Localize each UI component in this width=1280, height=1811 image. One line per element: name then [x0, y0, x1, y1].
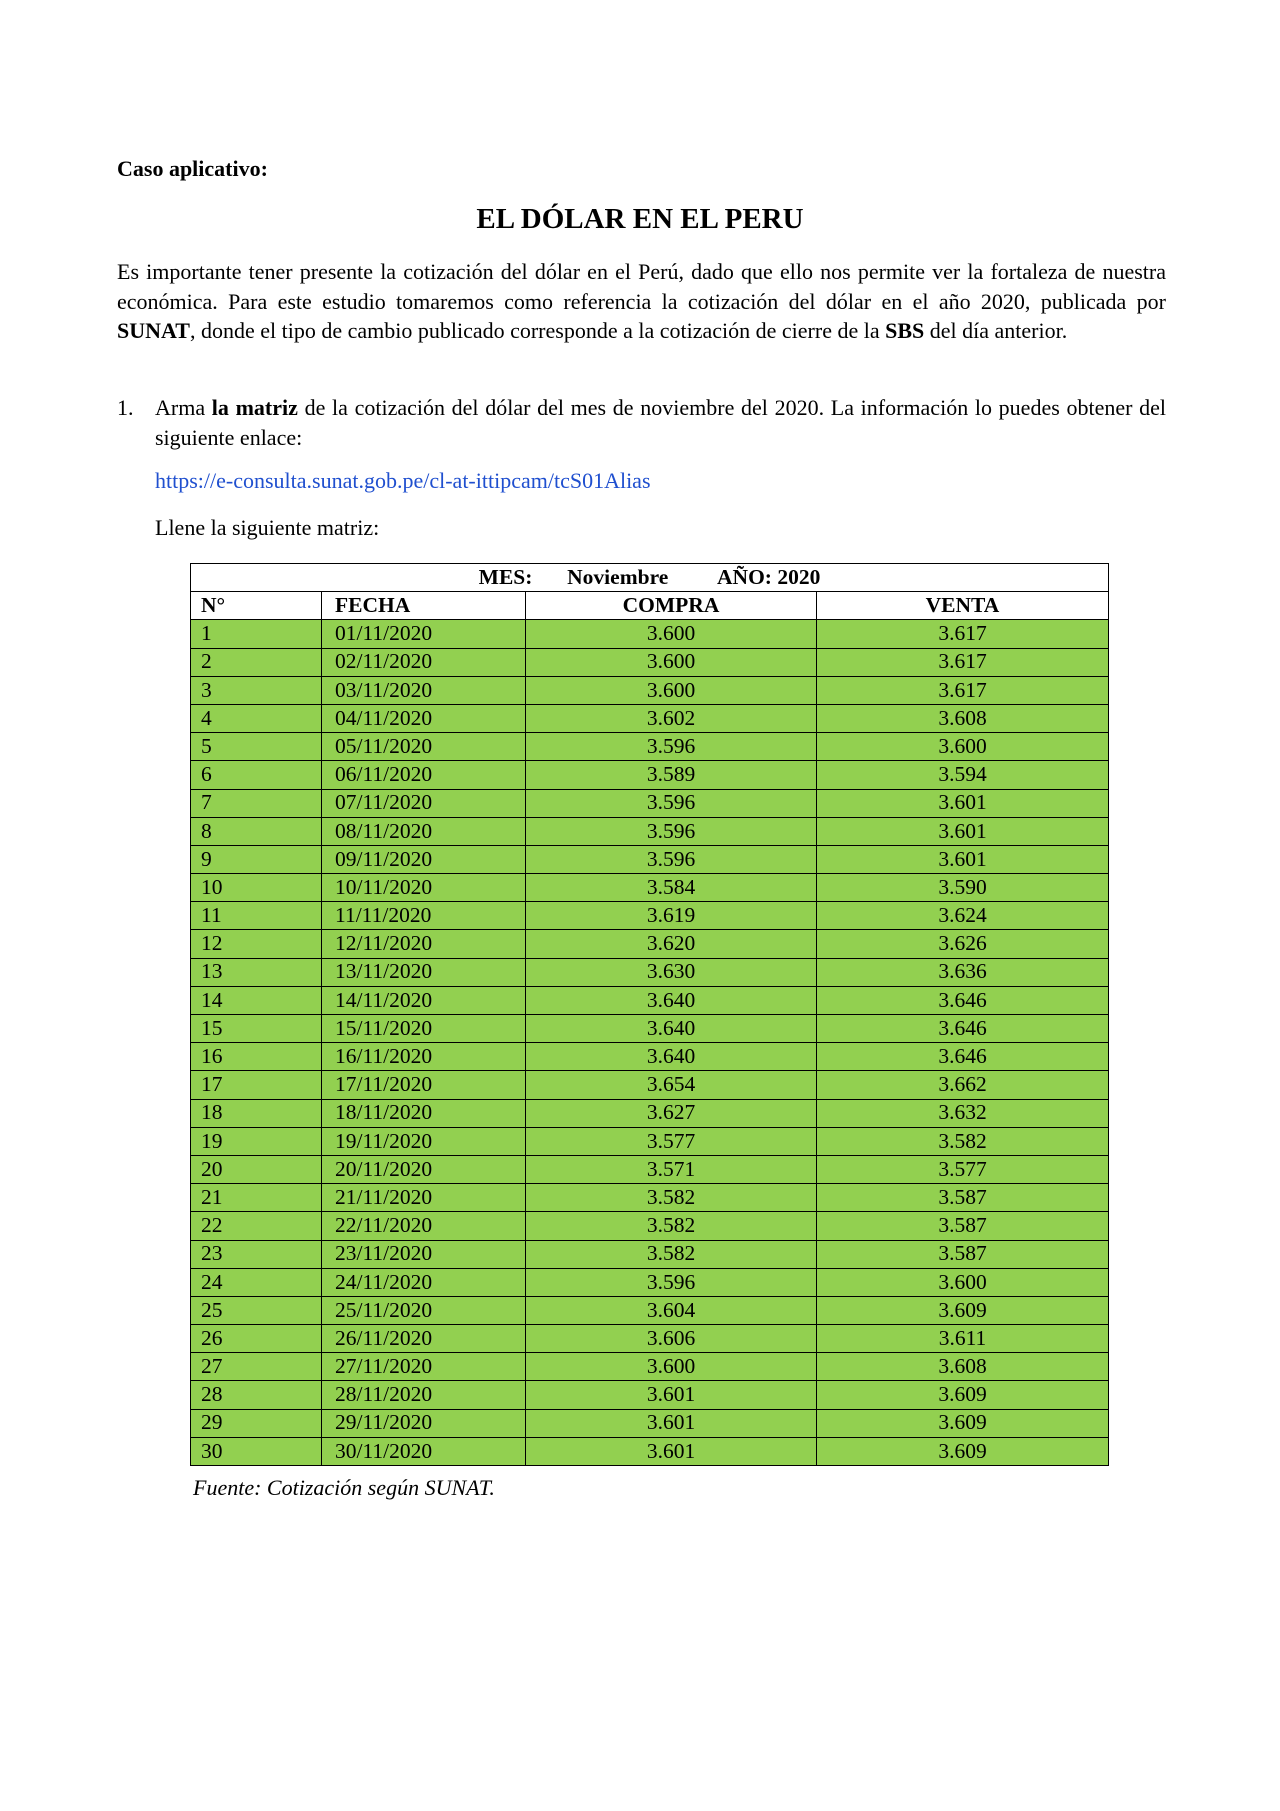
cell-number: 18 — [191, 1099, 322, 1127]
sunat-link[interactable]: https://e-consulta.sunat.gob.pe/cl-at-ittipcam/tcS01Alias — [155, 468, 651, 493]
table-row — [191, 817, 1109, 845]
cell-fecha: 25/11/2020 — [322, 1296, 526, 1324]
table-row — [191, 1184, 1109, 1212]
cell-fecha: 17/11/2020 — [322, 1071, 526, 1099]
cell-venta: 3.626 — [817, 930, 1109, 958]
table-row — [191, 1268, 1109, 1296]
cell-number: 17 — [191, 1071, 322, 1099]
cell-number: 8 — [191, 817, 322, 845]
cell-fecha: 16/11/2020 — [322, 1043, 526, 1071]
cell-fecha: 24/11/2020 — [322, 1268, 526, 1296]
cell-number: 27 — [191, 1353, 322, 1381]
table-title-row — [191, 564, 1109, 592]
list-number: 1. — [117, 395, 134, 420]
cell-compra: 3.602 — [526, 704, 817, 732]
cell-fecha: 03/11/2020 — [322, 676, 526, 704]
table-row — [191, 1155, 1109, 1183]
cell-compra: 3.601 — [526, 1437, 817, 1465]
cell-venta: 3.608 — [817, 1353, 1109, 1381]
cell-venta: 3.587 — [817, 1240, 1109, 1268]
cell-fecha: 06/11/2020 — [322, 761, 526, 789]
cell-compra: 3.589 — [526, 761, 817, 789]
cell-compra: 3.620 — [526, 930, 817, 958]
document-title: EL DÓLAR EN EL PERU — [476, 203, 804, 235]
cell-fecha: 12/11/2020 — [322, 930, 526, 958]
cell-compra: 3.584 — [526, 874, 817, 902]
table-row — [191, 1437, 1109, 1465]
text-run: de la cotización del dólar del mes de noviembre del 2020. La información lo puedes obtener del siguiente enlace: — [155, 395, 1166, 450]
table-row — [191, 1212, 1109, 1240]
cell-fecha: 21/11/2020 — [322, 1184, 526, 1212]
cell-fecha: 11/11/2020 — [322, 902, 526, 930]
cell-venta: 3.594 — [817, 761, 1109, 789]
cell-number: 25 — [191, 1296, 322, 1324]
cell-compra: 3.577 — [526, 1127, 817, 1155]
table-row — [191, 620, 1109, 648]
cell-compra: 3.654 — [526, 1071, 817, 1099]
cell-venta: 3.582 — [817, 1127, 1109, 1155]
table-row — [191, 1325, 1109, 1353]
table-title-cell — [191, 564, 1109, 592]
cell-number: 19 — [191, 1127, 322, 1155]
cell-fecha: 23/11/2020 — [322, 1240, 526, 1268]
table-row — [191, 845, 1109, 873]
case-heading: Caso aplicativo: — [117, 156, 268, 181]
cell-fecha: 02/11/2020 — [322, 648, 526, 676]
cell-fecha: 30/11/2020 — [322, 1437, 526, 1465]
bold-text: SUNAT — [117, 318, 190, 343]
cell-fecha: 28/11/2020 — [322, 1381, 526, 1409]
cell-compra: 3.582 — [526, 1212, 817, 1240]
cell-number: 29 — [191, 1409, 322, 1437]
cell-fecha: 20/11/2020 — [322, 1155, 526, 1183]
mes-label: MES: — [478, 564, 533, 589]
table-row — [191, 930, 1109, 958]
mes-value: Noviembre — [567, 564, 669, 589]
table-row — [191, 1127, 1109, 1155]
cell-compra: 3.627 — [526, 1099, 817, 1127]
cell-compra: 3.601 — [526, 1409, 817, 1437]
cell-compra: 3.571 — [526, 1155, 817, 1183]
cell-number: 26 — [191, 1325, 322, 1353]
cell-number: 2 — [191, 648, 322, 676]
instruction-text: Llene la siguiente matriz: — [155, 515, 380, 540]
cell-number: 16 — [191, 1043, 322, 1071]
exchange-rate-matrix — [190, 563, 1109, 1466]
cell-fecha: 07/11/2020 — [322, 789, 526, 817]
cell-fecha: 29/11/2020 — [322, 1409, 526, 1437]
cell-venta: 3.646 — [817, 1015, 1109, 1043]
cell-venta: 3.587 — [817, 1184, 1109, 1212]
cell-number: 3 — [191, 676, 322, 704]
cell-venta: 3.600 — [817, 1268, 1109, 1296]
cell-number: 30 — [191, 1437, 322, 1465]
table-row — [191, 986, 1109, 1014]
cell-venta: 3.577 — [817, 1155, 1109, 1183]
cell-venta: 3.587 — [817, 1212, 1109, 1240]
table-row — [191, 648, 1109, 676]
cell-number: 11 — [191, 902, 322, 930]
cell-venta: 3.601 — [817, 817, 1109, 845]
cell-fecha: 08/11/2020 — [322, 817, 526, 845]
table-row — [191, 874, 1109, 902]
table-row — [191, 1353, 1109, 1381]
header-venta: VENTA — [817, 592, 1109, 620]
table-row — [191, 1015, 1109, 1043]
table-row — [191, 733, 1109, 761]
cell-fecha: 05/11/2020 — [322, 733, 526, 761]
cell-venta: 3.611 — [817, 1325, 1109, 1353]
cell-number: 28 — [191, 1381, 322, 1409]
cell-venta: 3.601 — [817, 845, 1109, 873]
cell-fecha: 10/11/2020 — [322, 874, 526, 902]
cell-fecha: 22/11/2020 — [322, 1212, 526, 1240]
cell-compra: 3.619 — [526, 902, 817, 930]
cell-number: 14 — [191, 986, 322, 1014]
table-row — [191, 958, 1109, 986]
cell-compra: 3.601 — [526, 1381, 817, 1409]
cell-fecha: 13/11/2020 — [322, 958, 526, 986]
cell-number: 13 — [191, 958, 322, 986]
cell-venta: 3.608 — [817, 704, 1109, 732]
cell-number: 7 — [191, 789, 322, 817]
cell-compra: 3.596 — [526, 789, 817, 817]
table-row — [191, 1099, 1109, 1127]
cell-compra: 3.606 — [526, 1325, 817, 1353]
cell-fecha: 18/11/2020 — [322, 1099, 526, 1127]
cell-fecha: 19/11/2020 — [322, 1127, 526, 1155]
bold-text: SBS — [885, 318, 925, 343]
cell-compra: 3.630 — [526, 958, 817, 986]
cell-number: 15 — [191, 1015, 322, 1043]
header-fecha: FECHA — [322, 592, 526, 620]
table-row — [191, 902, 1109, 930]
cell-fecha: 09/11/2020 — [322, 845, 526, 873]
cell-venta: 3.609 — [817, 1437, 1109, 1465]
table-row — [191, 789, 1109, 817]
cell-number: 9 — [191, 845, 322, 873]
cell-venta: 3.662 — [817, 1071, 1109, 1099]
cell-compra: 3.596 — [526, 1268, 817, 1296]
intro-paragraph — [117, 257, 1166, 346]
cell-venta: 3.601 — [817, 789, 1109, 817]
table-row — [191, 704, 1109, 732]
source-note: Fuente: Cotización según SUNAT. — [193, 1475, 495, 1500]
cell-venta: 3.600 — [817, 733, 1109, 761]
cell-compra: 3.640 — [526, 986, 817, 1014]
cell-venta: 3.646 — [817, 986, 1109, 1014]
table-header-row — [191, 592, 1109, 620]
cell-venta: 3.646 — [817, 1043, 1109, 1071]
cell-compra: 3.600 — [526, 648, 817, 676]
table-row — [191, 1409, 1109, 1437]
cell-compra: 3.604 — [526, 1296, 817, 1324]
cell-fecha: 14/11/2020 — [322, 986, 526, 1014]
cell-compra: 3.640 — [526, 1015, 817, 1043]
cell-fecha: 26/11/2020 — [322, 1325, 526, 1353]
cell-compra: 3.582 — [526, 1240, 817, 1268]
text-run: , donde el tipo de cambio publicado corresponde a la cotización de cierre de la — [189, 318, 886, 343]
cell-venta: 3.632 — [817, 1099, 1109, 1127]
text-run: Arma — [155, 395, 212, 420]
cell-compra: 3.596 — [526, 733, 817, 761]
table-row — [191, 1043, 1109, 1071]
cell-fecha: 15/11/2020 — [322, 1015, 526, 1043]
cell-fecha: 01/11/2020 — [322, 620, 526, 648]
table-row — [191, 1296, 1109, 1324]
cell-number: 24 — [191, 1268, 322, 1296]
cell-venta: 3.617 — [817, 648, 1109, 676]
header-compra: COMPRA — [526, 592, 817, 620]
cell-venta: 3.617 — [817, 620, 1109, 648]
cell-compra: 3.640 — [526, 1043, 817, 1071]
cell-venta: 3.609 — [817, 1409, 1109, 1437]
cell-number: 12 — [191, 930, 322, 958]
table-row — [191, 676, 1109, 704]
cell-number: 21 — [191, 1184, 322, 1212]
anio-label: AÑO: 2020 — [717, 564, 821, 589]
cell-fecha: 04/11/2020 — [322, 704, 526, 732]
cell-venta: 3.590 — [817, 874, 1109, 902]
cell-number: 5 — [191, 733, 322, 761]
cell-number: 4 — [191, 704, 322, 732]
list-item-text — [155, 393, 1166, 452]
table-row — [191, 1240, 1109, 1268]
table-row — [191, 761, 1109, 789]
cell-number: 20 — [191, 1155, 322, 1183]
cell-compra: 3.582 — [526, 1184, 817, 1212]
cell-compra: 3.600 — [526, 620, 817, 648]
cell-number: 22 — [191, 1212, 322, 1240]
cell-venta: 3.609 — [817, 1296, 1109, 1324]
cell-number: 23 — [191, 1240, 322, 1268]
cell-compra: 3.596 — [526, 845, 817, 873]
text-run: Es importante tener presente la cotización del dólar en el Perú, dado que ello nos permite ver la fortaleza de nuestra económica. Para este estudio tomaremos como referencia la cotización del dólar en el año 2020, publicada por — [117, 259, 1166, 314]
cell-fecha: 27/11/2020 — [322, 1353, 526, 1381]
cell-number: 1 — [191, 620, 322, 648]
cell-venta: 3.617 — [817, 676, 1109, 704]
cell-venta: 3.636 — [817, 958, 1109, 986]
cell-venta: 3.624 — [817, 902, 1109, 930]
cell-number: 6 — [191, 761, 322, 789]
text-run: del día anterior. — [924, 318, 1068, 343]
cell-number: 10 — [191, 874, 322, 902]
cell-compra: 3.600 — [526, 1353, 817, 1381]
bold-text: la matriz — [211, 395, 298, 420]
cell-venta: 3.609 — [817, 1381, 1109, 1409]
table-row — [191, 1071, 1109, 1099]
table-row — [191, 1381, 1109, 1409]
cell-compra: 3.600 — [526, 676, 817, 704]
header-number: N° — [191, 592, 322, 620]
cell-compra: 3.596 — [526, 817, 817, 845]
